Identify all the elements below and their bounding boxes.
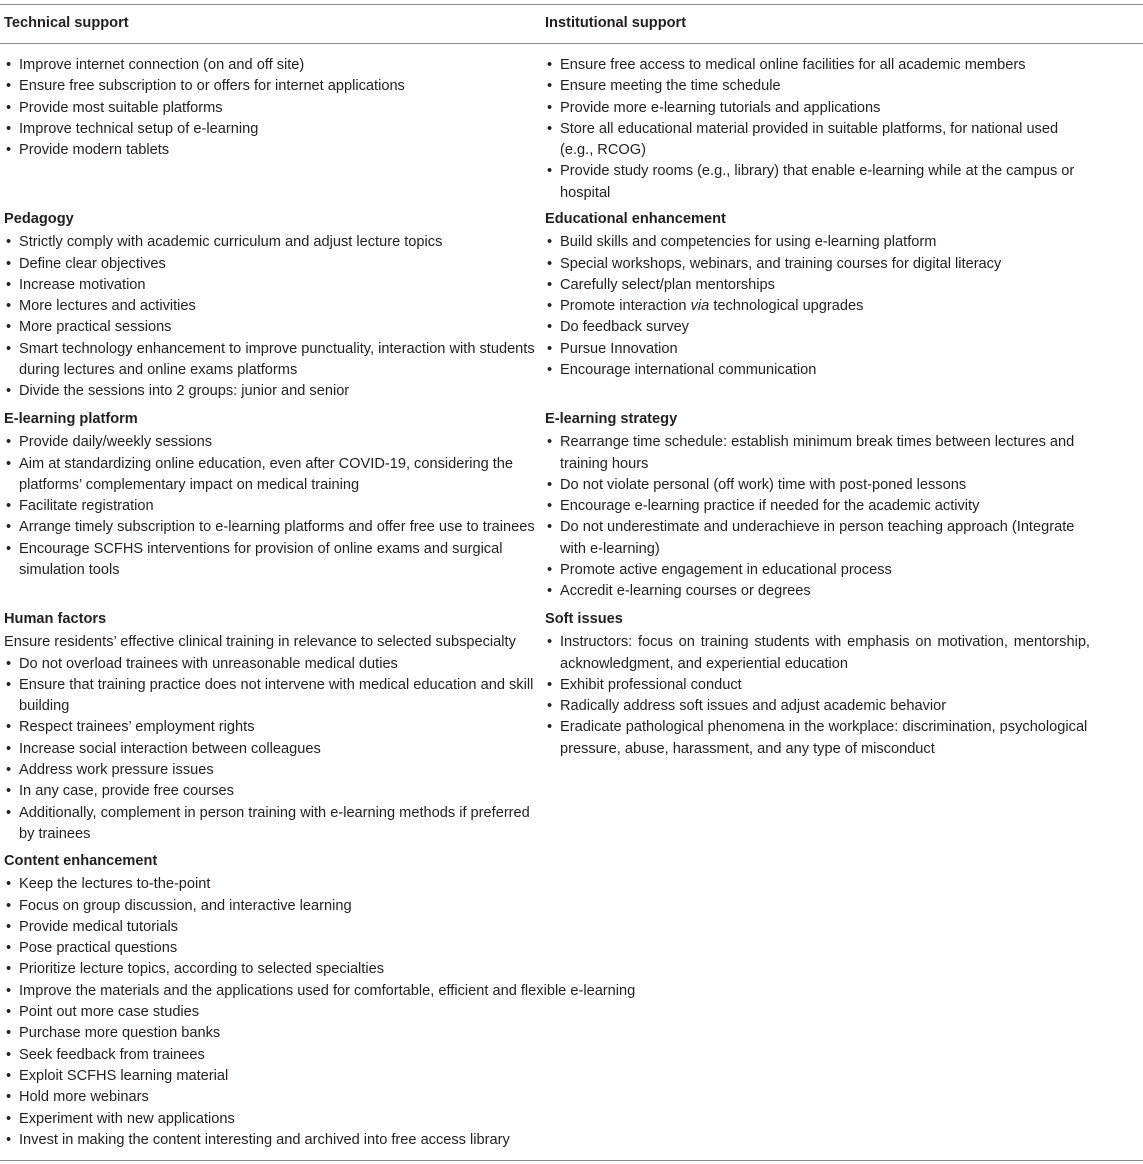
section-title-elearning-platform: E-learning platform xyxy=(4,411,138,427)
list-item: • Ensure meeting the time schedule xyxy=(545,76,1090,97)
list-item: • Encourage international communication xyxy=(545,360,1090,381)
section-elearning-strategy xyxy=(545,411,1090,603)
list-item: • Carefully select/plan mentorships xyxy=(545,275,1090,296)
list-item: • Encourage SCFHS interventions for provision of online exams and surgical simulation tools xyxy=(4,539,539,582)
list-item: • Pose practical questions xyxy=(4,938,539,959)
list-item: • Point out more case studies xyxy=(4,1002,539,1023)
list-item: • Respect trainees’ employment rights xyxy=(4,717,539,738)
list-item: • Define clear objectives xyxy=(4,254,539,275)
list-item: • Increase social interaction between colleagues xyxy=(4,739,539,760)
section-title-content-enhancement: Content enhancement xyxy=(4,853,158,869)
list-item: • Improve internet connection (on and off site) xyxy=(4,55,539,76)
list-item: • Provide modern tablets xyxy=(4,140,539,161)
list-item: • Rearrange time schedule: establish minimum break times between lectures and training hours xyxy=(545,432,1090,475)
section-technical-support xyxy=(4,55,539,161)
list-item: • Provide more e-learning tutorials and applications xyxy=(545,98,1090,119)
list-item: • Instructors: focus on training students with emphasis on motivation, mentorship, acknowledgment, and experiential education xyxy=(545,632,1090,675)
list-item: • Exploit SCFHS learning material xyxy=(4,1066,539,1087)
section-soft-issues xyxy=(545,611,1090,760)
list-item: • More practical sessions xyxy=(4,317,539,338)
list-item: • More lectures and activities xyxy=(4,296,539,317)
soft-issues-list xyxy=(545,632,1090,760)
list-item: • Additionally, complement in person training with e-learning methods if preferred by trainees xyxy=(4,803,539,846)
list-item: • Provide study rooms (e.g., library) that enable e-learning while at the campus or hospital xyxy=(545,161,1090,204)
list-item: • Keep the lectures to-the-point xyxy=(4,874,539,895)
list-item: • Ensure free access to medical online facilities for all academic members xyxy=(545,55,1090,76)
content-enhancement-list xyxy=(4,874,636,1151)
section-title-elearning-strategy: E-learning strategy xyxy=(545,411,678,427)
list-item: • Eradicate pathological phenomena in the workplace: discrimination, psychological pressure, abuse, harassment, and any type of misconduct xyxy=(545,717,1090,760)
list-item: • Promote active engagement in educational process xyxy=(545,560,1090,581)
list-item: • Increase motivation xyxy=(4,275,539,296)
section-educational-enhancement xyxy=(545,211,1090,381)
pedagogy-list xyxy=(4,232,539,402)
list-item: • Improve the materials and the applications used for comfortable, efficient and flexible e-learning xyxy=(4,981,539,1002)
list-item: • Aim at standardizing online education, even after COVID-19, considering the platforms’ complementary impact on medical training xyxy=(4,454,539,497)
section-title-human-factors: Human factors xyxy=(4,611,107,627)
list-item: • Do not violate personal (off work) time with post-poned lessons xyxy=(545,475,1090,496)
list-item: • Radically address soft issues and adjust academic behavior xyxy=(545,696,1090,717)
list-item: • Facilitate registration xyxy=(4,496,539,517)
list-item: • Arrange timely subscription to e-learning platforms and offer free use to trainees xyxy=(4,517,539,538)
list-item: • Build skills and competencies for using e-learning platform xyxy=(545,232,1090,253)
right-column xyxy=(545,0,1090,1160)
list-item: • Improve technical setup of e-learning xyxy=(4,119,539,140)
list-item: • Store all educational material provided in suitable platforms, for national used (e.g., RCOG) xyxy=(545,119,1090,162)
section-content-enhancement xyxy=(4,853,636,1151)
list-item: • Hold more webinars xyxy=(4,1087,539,1108)
list-item: • Ensure free subscription to or offers for internet applications xyxy=(4,76,539,97)
list-item: • Do not overload trainees with unreasonable medical duties xyxy=(4,654,539,675)
human-factors-intro: Ensure residents’ effective clinical training in relevance to selected subspecialty xyxy=(4,634,516,651)
section-institutional-support xyxy=(545,55,1090,204)
section-title-educational-enhancement: Educational enhancement xyxy=(545,211,726,227)
elearning-strategy-list xyxy=(545,432,1090,602)
list-item: • Seek feedback from trainees xyxy=(4,1045,539,1066)
column-header-institutional-support: Institutional support xyxy=(545,15,687,31)
list-item: • Invest in making the content interesting and archived into free access library xyxy=(4,1130,539,1151)
table-bottom-rule xyxy=(0,1160,1143,1161)
list-item: • Experiment with new applications xyxy=(4,1109,539,1130)
educational-enhancement-list xyxy=(545,232,1090,381)
list-item: • Smart technology enhancement to improve punctuality, interaction with students during lectures and online exams platforms xyxy=(4,339,539,382)
list-item: • Provide most suitable platforms xyxy=(4,98,539,119)
section-title-pedagogy: Pedagogy xyxy=(4,211,74,227)
list-item: • Exhibit professional conduct xyxy=(545,675,1090,696)
list-item: • Pursue Innovation xyxy=(545,339,1090,360)
elearning-platform-list xyxy=(4,432,539,581)
technical-support-list xyxy=(4,55,539,161)
list-item: • Purchase more question banks xyxy=(4,1023,539,1044)
list-item: • Do feedback survey xyxy=(545,317,1090,338)
list-item: • Special workshops, webinars, and training courses for digital literacy xyxy=(545,254,1090,275)
list-item: • Promote interaction via technological upgrades xyxy=(545,296,1090,317)
section-human-factors xyxy=(4,611,539,845)
list-item: • Address work pressure issues xyxy=(4,760,539,781)
section-title-soft-issues: Soft issues xyxy=(545,611,623,627)
list-item: • In any case, provide free courses xyxy=(4,781,539,802)
list-item: • Prioritize lecture topics, according to selected specialties xyxy=(4,959,539,980)
list-item: • Focus on group discussion, and interactive learning xyxy=(4,896,539,917)
list-item: • Divide the sessions into 2 groups: junior and senior xyxy=(4,381,539,402)
list-item: • Strictly comply with academic curriculum and adjust lecture topics xyxy=(4,232,539,253)
section-elearning-platform xyxy=(4,411,539,581)
column-header-technical-support: Technical support xyxy=(4,15,129,31)
section-pedagogy xyxy=(4,211,539,403)
human-factors-list xyxy=(4,654,539,846)
list-item: • Do not underestimate and underachieve in person teaching approach (Integrate with e-learning) xyxy=(545,517,1090,560)
list-item: • Provide medical tutorials xyxy=(4,917,539,938)
list-item: • Ensure that training practice does not intervene with medical education and skill building xyxy=(4,675,539,718)
list-item: • Provide daily/weekly sessions xyxy=(4,432,539,453)
institutional-support-list xyxy=(545,55,1090,204)
list-item: • Accredit e-learning courses or degrees xyxy=(545,581,1090,602)
list-item: • Encourage e-learning practice if needed for the academic activity xyxy=(545,496,1090,517)
